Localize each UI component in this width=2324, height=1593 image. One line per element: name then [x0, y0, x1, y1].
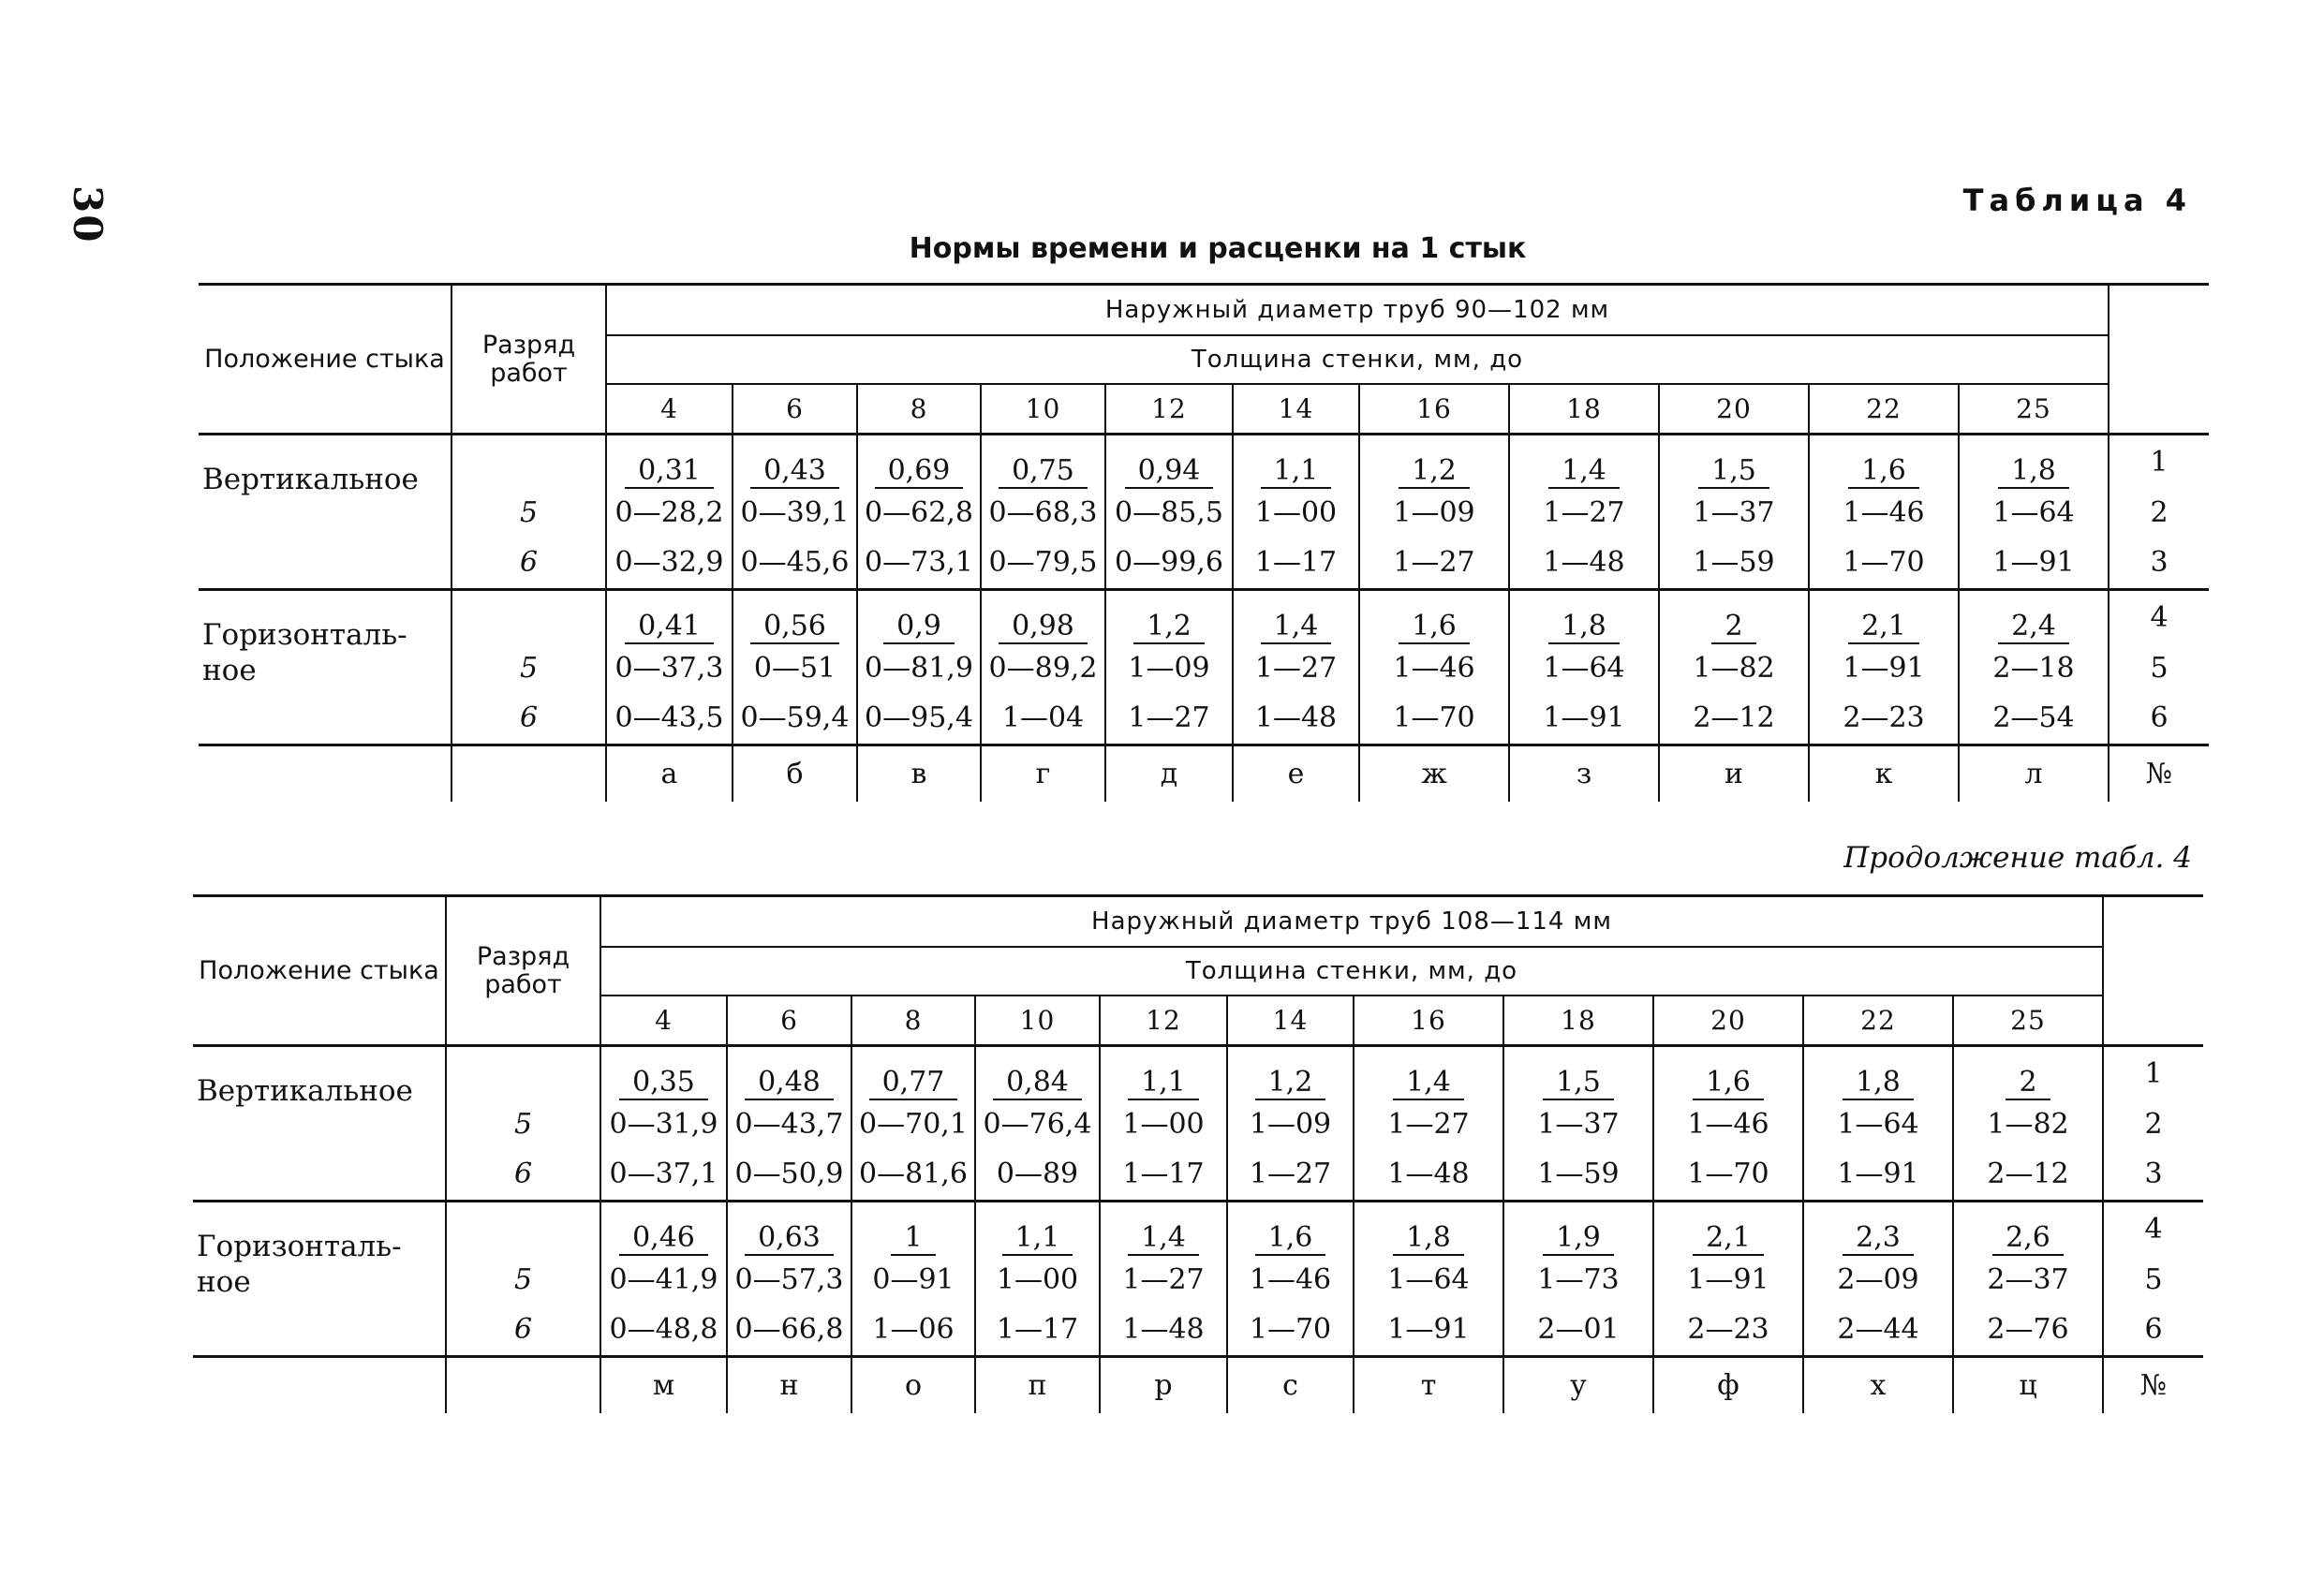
- rate-grade6: 0—43,5: [606, 693, 733, 745]
- value-cell: [1503, 1202, 1653, 1256]
- rate-grade5: 1—46: [1653, 1100, 1803, 1149]
- rate-grade6: 2—12: [1659, 693, 1809, 745]
- value-cell: [981, 590, 1105, 644]
- column-letter: х: [1803, 1357, 1953, 1413]
- value-cell: [733, 435, 857, 489]
- thickness-col-12: 12: [1100, 996, 1227, 1046]
- value-cell: [1653, 1046, 1803, 1100]
- grade-cell: 6: [451, 693, 606, 745]
- rate-grade5: 1—27: [1100, 1256, 1227, 1305]
- rate-grade5: 0—39,1: [733, 489, 857, 538]
- value-cell: [1809, 590, 1959, 644]
- no-header-blank: [2103, 896, 2203, 1046]
- column-letter: ж: [1359, 745, 1509, 802]
- rate-grade6: 1—70: [1359, 693, 1509, 745]
- rate-grade5: 1—00: [1100, 1100, 1227, 1149]
- value-cell: [981, 435, 1105, 489]
- norm-value: 2,6: [1992, 1222, 2064, 1256]
- value-cell: [1509, 435, 1659, 489]
- grade-cell: 6: [446, 1149, 600, 1202]
- norm-value: 1,4: [1393, 1067, 1464, 1100]
- row-number: 4: [2103, 1202, 2203, 1256]
- rate-grade6: 0—66,8: [727, 1305, 851, 1357]
- norm-value: 0,84: [993, 1067, 1082, 1100]
- rate-grade5: 1—37: [1503, 1100, 1653, 1149]
- value-cell: [1953, 1202, 2103, 1256]
- table-row: [193, 1149, 2203, 1202]
- thickness-col-6: 6: [733, 384, 857, 435]
- norm-value: 1,5: [1698, 455, 1769, 489]
- rate-grade5: 0—31,9: [600, 1100, 727, 1149]
- rate-grade5: 0—85,5: [1105, 489, 1233, 538]
- grade-cell: 5: [446, 1100, 600, 1149]
- row-number: 4: [2109, 590, 2209, 644]
- grade-cell: 6: [446, 1305, 600, 1357]
- value-cell: [733, 590, 857, 644]
- value-cell: [857, 590, 981, 644]
- rate-grade6: 1—70: [1653, 1149, 1803, 1202]
- rate-grade6: 1—48: [1509, 538, 1659, 590]
- norm-value: 0,9: [883, 611, 955, 644]
- rate-grade5: 1—37: [1659, 489, 1809, 538]
- rate-grade5: 0—89,2: [981, 644, 1105, 693]
- column-letter: б: [733, 745, 857, 802]
- rate-grade6: 1—17: [1100, 1149, 1227, 1202]
- thickness-col-20: 20: [1659, 384, 1809, 435]
- value-cell: [600, 1046, 727, 1100]
- norms-table-2: [193, 894, 2203, 1413]
- position-label: Горизонталь-ное: [193, 1202, 446, 1357]
- rate-grade6: 0—50,9: [727, 1149, 851, 1202]
- row-number: 5: [2103, 1256, 2203, 1305]
- rate-grade5: 1—27: [1233, 644, 1359, 693]
- rate-grade6: 0—59,4: [733, 693, 857, 745]
- rate-grade5: 1—82: [1659, 644, 1809, 693]
- row-number: 2: [2109, 489, 2209, 538]
- value-cell: [1359, 590, 1509, 644]
- rate-grade6: 0—45,6: [733, 538, 857, 590]
- thickness-col-14: 14: [1233, 384, 1359, 435]
- column-letter: р: [1100, 1357, 1227, 1413]
- column-letter: о: [851, 1357, 975, 1413]
- letters-blank: [451, 745, 606, 802]
- column-letter: н: [727, 1357, 851, 1413]
- value-cell: [1227, 1046, 1354, 1100]
- rate-grade6: 0—81,6: [851, 1149, 975, 1202]
- no-header-blank: [2109, 285, 2209, 435]
- rate-grade5: 1—00: [1233, 489, 1359, 538]
- norm-value: 2,1: [1848, 611, 1919, 644]
- wall-thickness-header: Толщина стенки, мм, до: [606, 335, 2109, 384]
- rate-grade6: 1—48: [1354, 1149, 1503, 1202]
- table-row: [199, 489, 2209, 538]
- value-cell: [1803, 1202, 1953, 1256]
- norm-value: 0,77: [869, 1067, 958, 1100]
- rate-grade5: 1—91: [1809, 644, 1959, 693]
- value-cell: [1354, 1202, 1503, 1256]
- value-cell: [975, 1202, 1100, 1256]
- norm-value: 2,3: [1843, 1222, 1914, 1256]
- number-sign: №: [2103, 1357, 2203, 1413]
- rate-grade6: 0—73,1: [857, 538, 981, 590]
- rate-grade5: 1—64: [1509, 644, 1659, 693]
- column-letter: з: [1509, 745, 1659, 802]
- thickness-col-18: 18: [1503, 996, 1653, 1046]
- rate-grade6: 2—12: [1953, 1149, 2103, 1202]
- rate-grade6: 1—70: [1227, 1305, 1354, 1357]
- position-label: Горизонталь-ное: [199, 590, 451, 745]
- norm-value: 1,9: [1543, 1222, 1614, 1256]
- table-row: [199, 590, 2209, 644]
- thickness-col-20: 20: [1653, 996, 1803, 1046]
- grade-cell: [446, 1046, 600, 1100]
- letters-blank: [193, 1357, 446, 1413]
- value-cell: [857, 435, 981, 489]
- column-letter: к: [1809, 745, 1959, 802]
- rate-grade5: 0—68,3: [981, 489, 1105, 538]
- value-cell: [1803, 1046, 1953, 1100]
- row-number: 6: [2109, 693, 2209, 745]
- column-letter: а: [606, 745, 733, 802]
- norm-value: 1,4: [1548, 455, 1620, 489]
- rate-grade5: 0—91: [851, 1256, 975, 1305]
- value-cell: [1227, 1202, 1354, 1256]
- rate-grade6: 1—17: [975, 1305, 1100, 1357]
- norm-value: 1,6: [1848, 455, 1919, 489]
- thickness-col-8: 8: [851, 996, 975, 1046]
- rate-grade6: 1—59: [1659, 538, 1809, 590]
- norm-value: 1,8: [1393, 1222, 1464, 1256]
- norm-value: 0,56: [750, 611, 839, 644]
- rate-grade5: 1—46: [1359, 644, 1509, 693]
- column-letter: и: [1659, 745, 1809, 802]
- rate-grade5: 0—43,7: [727, 1100, 851, 1149]
- thickness-col-4: 4: [600, 996, 727, 1046]
- column-letter: е: [1233, 745, 1359, 802]
- norm-value: 0,46: [619, 1222, 708, 1256]
- rate-grade6: 1—91: [1509, 693, 1659, 745]
- norm-value: 1,1: [1261, 455, 1332, 489]
- norm-value: 0,63: [745, 1222, 834, 1256]
- grade-cell: 6: [451, 538, 606, 590]
- rate-grade5: 2—37: [1953, 1256, 2103, 1305]
- value-cell: [606, 590, 733, 644]
- norm-value: 0,41: [625, 611, 714, 644]
- norm-value: 1,4: [1128, 1222, 1199, 1256]
- norm-value: 0,35: [619, 1067, 708, 1100]
- rate-grade5: 1—46: [1227, 1256, 1354, 1305]
- position-header: [199, 285, 451, 435]
- column-letter: м: [600, 1357, 727, 1413]
- value-cell: [600, 1202, 727, 1256]
- column-letter: л: [1959, 745, 2109, 802]
- table-row: [193, 1305, 2203, 1357]
- norm-value: 1,8: [1843, 1067, 1914, 1100]
- value-cell: [1105, 590, 1233, 644]
- column-letter: с: [1227, 1357, 1354, 1413]
- rate-grade6: 0—95,4: [857, 693, 981, 745]
- column-letter: ф: [1653, 1357, 1803, 1413]
- column-letter: у: [1503, 1357, 1653, 1413]
- rate-grade5: 1—64: [1803, 1100, 1953, 1149]
- value-cell: [851, 1046, 975, 1100]
- rate-grade6: 1—27: [1105, 693, 1233, 745]
- norm-value: 1,1: [1002, 1222, 1073, 1256]
- norm-value: 2: [1711, 611, 1755, 644]
- position-label: Вертикальное: [193, 1046, 446, 1202]
- rate-grade6: 1—06: [851, 1305, 975, 1357]
- table-row: [193, 1256, 2203, 1305]
- thickness-col-22: 22: [1809, 384, 1959, 435]
- rate-grade5: 0—62,8: [857, 489, 981, 538]
- grade-header-text: Разряд работ: [481, 330, 576, 388]
- rate-grade5: 1—27: [1509, 489, 1659, 538]
- value-cell: [1959, 590, 2109, 644]
- row-number: 6: [2103, 1305, 2203, 1357]
- diameter-header: Наружный диаметр труб 108—114 мм: [600, 896, 2103, 947]
- grade-cell: 5: [446, 1256, 600, 1305]
- norm-value: 1,8: [1548, 611, 1620, 644]
- norm-value: 2,1: [1693, 1222, 1764, 1256]
- thickness-col-22: 22: [1803, 996, 1953, 1046]
- rate-grade6: 1—91: [1803, 1149, 1953, 1202]
- rate-grade6: 1—27: [1227, 1149, 1354, 1202]
- norm-value: 1,6: [1693, 1067, 1764, 1100]
- norm-value: 1,8: [1998, 455, 2069, 489]
- table-row: [199, 693, 2209, 745]
- column-letter: т: [1354, 1357, 1503, 1413]
- value-cell: [1953, 1046, 2103, 1100]
- rate-grade6: 0—37,1: [600, 1149, 727, 1202]
- value-cell: [606, 435, 733, 489]
- value-cell: [1653, 1202, 1803, 1256]
- rate-grade6: 2—23: [1809, 693, 1959, 745]
- table-row: [193, 1046, 2203, 1100]
- row-number: 1: [2109, 435, 2209, 489]
- grade-header: [446, 896, 600, 1046]
- norm-value: 0,94: [1125, 455, 1214, 489]
- norm-value: 1,2: [1255, 1067, 1326, 1100]
- thickness-col-6: 6: [727, 996, 851, 1046]
- letters-blank: [446, 1357, 600, 1413]
- wall-thickness-header: Толщина стенки, мм, до: [600, 947, 2103, 996]
- norm-value: 1,1: [1128, 1067, 1199, 1100]
- table-title: Нормы времени и расценки на 1 стык: [909, 232, 1527, 265]
- position-header: [193, 896, 446, 1046]
- value-cell: [975, 1046, 1100, 1100]
- norm-value: 1,6: [1255, 1222, 1326, 1256]
- norm-value: 0,43: [750, 455, 839, 489]
- rate-grade5: 1—64: [1354, 1256, 1503, 1305]
- table-row: [193, 1202, 2203, 1256]
- thickness-col-10: 10: [981, 384, 1105, 435]
- column-letter: ц: [1953, 1357, 2103, 1413]
- row-number: 1: [2103, 1046, 2203, 1100]
- continuation-label: Продолжение табл. 4: [1843, 841, 2192, 875]
- norm-value: 0,98: [999, 611, 1088, 644]
- norm-value: 1,4: [1261, 611, 1332, 644]
- value-cell: [1233, 590, 1359, 644]
- table-row: [199, 435, 2209, 489]
- rate-grade6: 1—59: [1503, 1149, 1653, 1202]
- norm-value: 0,48: [745, 1067, 834, 1100]
- rate-grade6: 1—04: [981, 693, 1105, 745]
- norm-value: 1: [891, 1222, 935, 1256]
- page-number: 30: [65, 185, 111, 244]
- grade-cell: [451, 590, 606, 644]
- norm-value: 2: [2006, 1067, 2050, 1100]
- norm-value: 2,4: [1998, 611, 2069, 644]
- rate-grade6: 0—99,6: [1105, 538, 1233, 590]
- thickness-col-18: 18: [1509, 384, 1659, 435]
- norms-table-1: [199, 283, 2209, 802]
- grade-header-text: Разряд работ: [476, 941, 570, 999]
- value-cell: [1105, 435, 1233, 489]
- rate-grade6: 2—76: [1953, 1305, 2103, 1357]
- rate-grade6: 1—91: [1354, 1305, 1503, 1357]
- thickness-col-12: 12: [1105, 384, 1233, 435]
- rate-grade6: 0—32,9: [606, 538, 733, 590]
- rate-grade5: 0—57,3: [727, 1256, 851, 1305]
- position-header-text: Положение стыка: [199, 955, 439, 985]
- rate-grade5: 1—73: [1503, 1256, 1653, 1305]
- norm-value: 1,2: [1133, 611, 1205, 644]
- rate-grade5: 0—76,4: [975, 1100, 1100, 1149]
- table-label: Таблица 4: [1962, 183, 2192, 218]
- rate-grade6: 1—48: [1233, 693, 1359, 745]
- rate-grade5: 1—46: [1809, 489, 1959, 538]
- norm-value: 0,31: [625, 455, 714, 489]
- number-sign: №: [2109, 745, 2209, 802]
- rate-grade5: 2—18: [1959, 644, 2109, 693]
- thickness-col-25: 25: [1959, 384, 2109, 435]
- column-letter: п: [975, 1357, 1100, 1413]
- table-row: [199, 538, 2209, 590]
- rate-grade6: 1—48: [1100, 1305, 1227, 1357]
- table-row: [199, 644, 2209, 693]
- rate-grade5: 1—09: [1359, 489, 1509, 538]
- thickness-col-14: 14: [1227, 996, 1354, 1046]
- letters-blank: [199, 745, 451, 802]
- rate-grade5: 0—41,9: [600, 1256, 727, 1305]
- rate-grade6: 2—23: [1653, 1305, 1803, 1357]
- norm-value: 0,75: [999, 455, 1088, 489]
- rate-grade5: 1—91: [1653, 1256, 1803, 1305]
- value-cell: [1809, 435, 1959, 489]
- thickness-col-8: 8: [857, 384, 981, 435]
- grade-cell: 5: [451, 644, 606, 693]
- grade-header: [451, 285, 606, 435]
- value-cell: [1959, 435, 2109, 489]
- rate-grade5: 1—64: [1959, 489, 2109, 538]
- rate-grade5: 1—82: [1953, 1100, 2103, 1149]
- row-number: 3: [2109, 538, 2209, 590]
- rate-grade6: 2—54: [1959, 693, 2109, 745]
- rate-grade6: 0—48,8: [600, 1305, 727, 1357]
- thickness-col-16: 16: [1359, 384, 1509, 435]
- norm-value: 1,6: [1399, 611, 1470, 644]
- column-letter: г: [981, 745, 1105, 802]
- value-cell: [727, 1046, 851, 1100]
- rate-grade6: 0—89: [975, 1149, 1100, 1202]
- value-cell: [1503, 1046, 1653, 1100]
- position-label: Вертикальное: [199, 435, 451, 590]
- value-cell: [1509, 590, 1659, 644]
- norm-value: 1,2: [1399, 455, 1470, 489]
- rate-grade6: 0—79,5: [981, 538, 1105, 590]
- diameter-header: Наружный диаметр труб 90—102 мм: [606, 285, 2109, 335]
- row-number: 2: [2103, 1100, 2203, 1149]
- rate-grade5: 0—81,9: [857, 644, 981, 693]
- rate-grade6: 1—27: [1359, 538, 1509, 590]
- thickness-col-10: 10: [975, 996, 1100, 1046]
- value-cell: [1659, 590, 1809, 644]
- rate-grade5: 1—09: [1227, 1100, 1354, 1149]
- grade-cell: 5: [451, 489, 606, 538]
- thickness-col-25: 25: [1953, 996, 2103, 1046]
- rate-grade5: 0—51: [733, 644, 857, 693]
- rate-grade6: 2—01: [1503, 1305, 1653, 1357]
- rate-grade5: 0—70,1: [851, 1100, 975, 1149]
- norm-value: 1,5: [1543, 1067, 1614, 1100]
- value-cell: [1354, 1046, 1503, 1100]
- rate-grade5: 1—00: [975, 1256, 1100, 1305]
- norm-value: 0,69: [875, 455, 964, 489]
- thickness-col-16: 16: [1354, 996, 1503, 1046]
- column-letter: в: [857, 745, 981, 802]
- column-letter: д: [1105, 745, 1233, 802]
- rate-grade6: 2—44: [1803, 1305, 1953, 1357]
- value-cell: [1233, 435, 1359, 489]
- value-cell: [1359, 435, 1509, 489]
- grade-cell: [446, 1202, 600, 1256]
- rate-grade6: 1—70: [1809, 538, 1959, 590]
- thickness-col-4: 4: [606, 384, 733, 435]
- value-cell: [1659, 435, 1809, 489]
- value-cell: [727, 1202, 851, 1256]
- value-cell: [1100, 1202, 1227, 1256]
- rate-grade5: 0—28,2: [606, 489, 733, 538]
- rate-grade6: 1—91: [1959, 538, 2109, 590]
- grade-cell: [451, 435, 606, 489]
- table-row: [193, 1100, 2203, 1149]
- rate-grade5: 2—09: [1803, 1256, 1953, 1305]
- row-number: 3: [2103, 1149, 2203, 1202]
- rate-grade6: 1—17: [1233, 538, 1359, 590]
- rate-grade5: 0—37,3: [606, 644, 733, 693]
- row-number: 5: [2109, 644, 2209, 693]
- value-cell: [851, 1202, 975, 1256]
- position-header-text: Положение стыка: [204, 344, 445, 374]
- rate-grade5: 1—27: [1354, 1100, 1503, 1149]
- value-cell: [1100, 1046, 1227, 1100]
- rate-grade5: 1—09: [1105, 644, 1233, 693]
